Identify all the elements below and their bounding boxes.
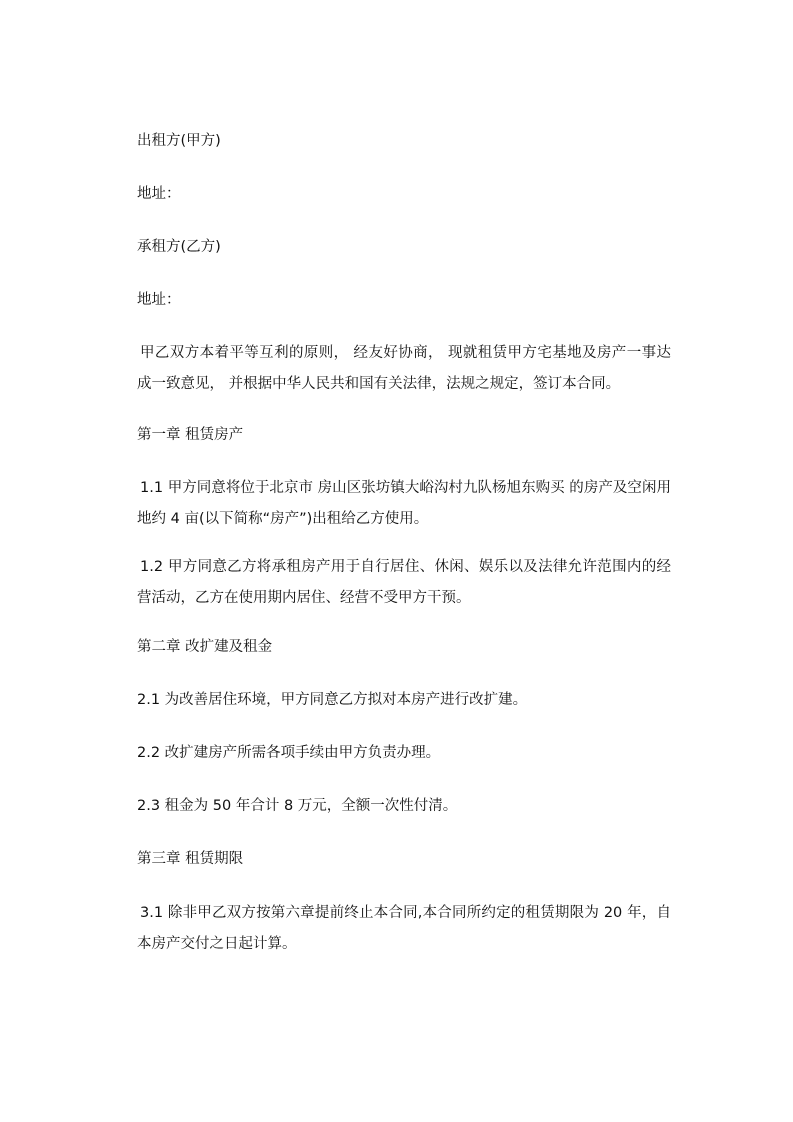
chapter-2-title: 第二章 改扩建及租金	[137, 639, 273, 655]
clause-1-2: 1.2 甲方同意乙方将承租房产用于自行居住、休闲、娱乐以及法律允许范围内的经营活动，乙方在使用期内居住、经营不受甲方干预。	[137, 559, 671, 606]
clause-1-1: 1.1 甲方同意将位于北京市 房山区张坊镇大峪沟村九队杨旭东购买 的房产及空闲用地约 4 亩(以下简称“房产”)出租给乙方使用。	[137, 480, 671, 527]
lessee-label: 承租方(乙方)	[137, 239, 221, 255]
clause-2-2: 2.2 改扩建房产所需各项手续由甲方负责办理。	[137, 745, 441, 761]
clause-2-1: 2.1 为改善居住环境，甲方同意乙方拟对本房产进行改扩建。	[137, 692, 528, 708]
lessor-label: 出租方(甲方)	[137, 133, 221, 149]
chapter-3-title: 第三章 租赁期限	[137, 851, 244, 867]
clause-2-3: 2.3 租金为 50 年合计 8 万元，全额一次性付清。	[137, 798, 458, 814]
lessor-address-label: 地址：	[137, 186, 181, 202]
lessee-address-label: 地址：	[137, 292, 181, 308]
chapter-1-title: 第一章 租赁房产	[137, 427, 244, 443]
clause-3-1: 3.1 除非甲乙双方按第六章提前终止本合同,本合同所约定的租赁期限为 20 年，自本房产交付之日起计算。	[137, 905, 671, 952]
preamble-paragraph: 甲乙双方本着平等互利的原则， 经友好协商， 现就租赁甲方宅基地及房产一事达成一致意见， 并根据中华人民共和国有关法律，法规之规定，签订本合同。	[137, 345, 671, 392]
